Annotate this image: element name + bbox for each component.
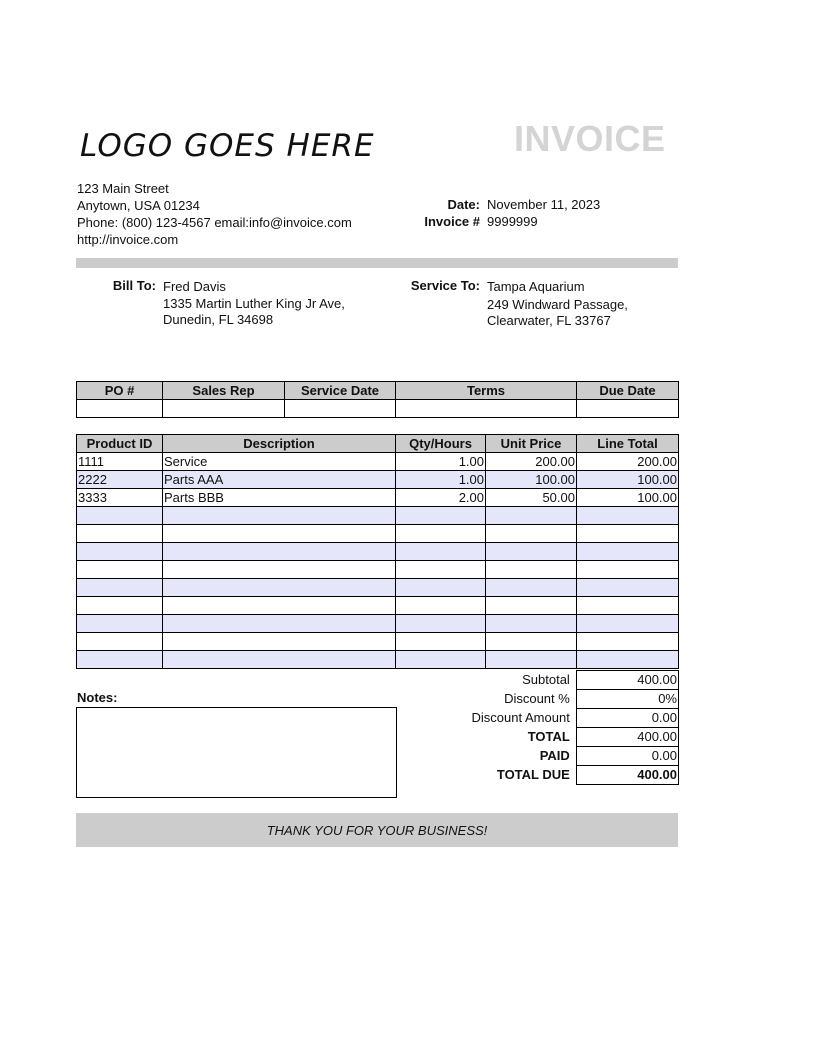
address-line: Anytown, USA 01234 [77,198,200,213]
po-value [77,400,163,418]
notes-box[interactable] [76,707,397,798]
totals-row [395,671,679,690]
items-header-row [77,435,679,453]
line-item-row [77,615,679,633]
totals-value: 400.00 [576,671,678,690]
unit-price-cell: 50.00 [486,489,577,507]
service-date-value [285,400,396,418]
totals-label: Subtotal [522,672,570,687]
unit-price-cell [486,597,577,615]
line-item-row [77,561,679,579]
sales-rep-value [163,400,285,418]
unit-price-cell [486,525,577,543]
description-cell [163,579,396,597]
line-total-cell: 200.00 [577,453,679,471]
qty-cell [396,543,486,561]
line-item-row [77,543,679,561]
po-header: PO # [77,382,163,400]
service-date-header: Service Date [285,382,396,400]
line-total-header: Line Total [577,435,679,453]
product-id-cell [77,543,163,561]
terms-value [396,400,577,418]
thank-you-banner: THANK YOU FOR YOUR BUSINESS! [76,813,678,847]
line-item-row [77,597,679,615]
qty-cell: 2.00 [396,489,486,507]
service-to-line: Clearwater, FL 33767 [487,313,611,328]
line-item-row [77,507,679,525]
totals-row [395,728,679,747]
unit-price-header: Unit Price [486,435,577,453]
line-item-row [77,525,679,543]
product-id-cell [77,579,163,597]
totals-value: 0.00 [576,747,678,766]
line-total-cell [577,561,679,579]
totals-row [395,709,679,728]
description-cell [163,597,396,615]
line-total-cell [577,633,679,651]
totals-value: 400.00 [576,766,678,785]
totals-label: PAID [539,748,570,763]
description-cell [163,633,396,651]
line-total-cell: 100.00 [577,471,679,489]
line-items-table [76,434,679,669]
product-id-cell: 2222 [77,471,163,489]
description-cell [163,615,396,633]
unit-price-cell [486,615,577,633]
qty-cell [396,579,486,597]
line-total-cell [577,615,679,633]
totals-label: Discount Amount [471,710,570,725]
line-item-row [77,453,679,471]
product-id-cell [77,651,163,669]
totals-row [395,747,679,766]
unit-price-cell [486,633,577,651]
description-header: Description [163,435,396,453]
line-total-cell [577,507,679,525]
order-info-table [76,381,679,418]
order-info-value-row [77,400,679,418]
address-line: Phone: (800) 123-4567 email:info@invoice.com [77,215,352,230]
date-label: Date: [447,197,480,212]
qty-cell [396,651,486,669]
service-to-address [487,278,628,329]
bill-to-line: 1335 Martin Luther King Jr Ave, [163,296,345,311]
qty-cell [396,615,486,633]
totals-table [395,670,679,785]
service-to-label: Service To: [410,278,480,293]
service-to-line: 249 Windward Passage, [487,297,628,312]
description-cell: Parts BBB [163,489,396,507]
qty-cell: 1.00 [396,471,486,489]
sales-rep-header: Sales Rep [163,382,285,400]
address-line: 123 Main Street [77,181,169,196]
totals-label: TOTAL [527,729,570,744]
totals-row [395,766,679,785]
line-item-row [77,489,679,507]
description-cell [163,525,396,543]
line-total-cell [577,651,679,669]
qty-header: Qty/Hours [396,435,486,453]
due-date-header: Due Date [577,382,679,400]
totals-value: 0.00 [576,709,678,728]
qty-cell [396,597,486,615]
line-total-cell [577,543,679,561]
unit-price-cell: 200.00 [486,453,577,471]
line-total-cell [577,525,679,543]
description-cell: Service [163,453,396,471]
product-id-cell [77,615,163,633]
invoice-date: November 11, 2023 [487,197,601,212]
line-item-row [77,579,679,597]
terms-header: Terms [396,382,577,400]
invoice-title: INVOICE [514,118,666,159]
product-id-cell [77,507,163,525]
description-cell [163,507,396,525]
unit-price-cell [486,651,577,669]
notes-label: Notes: [77,690,118,705]
line-total-cell [577,579,679,597]
product-id-header: Product ID [77,435,163,453]
order-info-header-row [77,382,679,400]
company-logo-text: LOGO GOES HERE [80,128,375,164]
product-id-cell: 3333 [77,489,163,507]
description-cell [163,543,396,561]
totals-label: Discount % [504,691,570,706]
company-address [77,180,352,248]
bill-to-address [163,278,345,328]
description-cell: Parts AAA [163,471,396,489]
line-item-row [77,471,679,489]
line-total-cell [577,597,679,615]
product-id-cell [77,633,163,651]
unit-price-cell [486,561,577,579]
product-id-cell [77,597,163,615]
product-id-cell [77,525,163,543]
qty-cell [396,561,486,579]
unit-price-cell [486,507,577,525]
totals-row [395,690,679,709]
bill-to-line: Fred Davis [163,279,226,294]
due-date-value [577,400,679,418]
qty-cell [396,525,486,543]
totals-value: 0% [576,690,678,709]
header-divider [76,258,678,268]
bill-to-line: Dunedin, FL 34698 [163,312,274,327]
product-id-cell: 1111 [77,453,163,471]
qty-cell: 1.00 [396,453,486,471]
invoice-number: 9999999 [487,214,538,229]
service-to-line: Tampa Aquarium [487,279,585,294]
line-item-row [77,633,679,651]
description-cell [163,561,396,579]
description-cell [163,651,396,669]
address-line: http://invoice.com [77,232,179,247]
product-id-cell [77,561,163,579]
line-item-row [77,651,679,669]
bill-to-label: Bill To: [112,278,156,293]
unit-price-cell [486,579,577,597]
qty-cell [396,633,486,651]
totals-value: 400.00 [576,728,678,747]
totals-label: TOTAL DUE [496,767,570,782]
line-total-cell: 100.00 [577,489,679,507]
unit-price-cell [486,543,577,561]
invoice-number-label: Invoice # [424,214,480,229]
qty-cell [396,507,486,525]
unit-price-cell: 100.00 [486,471,577,489]
